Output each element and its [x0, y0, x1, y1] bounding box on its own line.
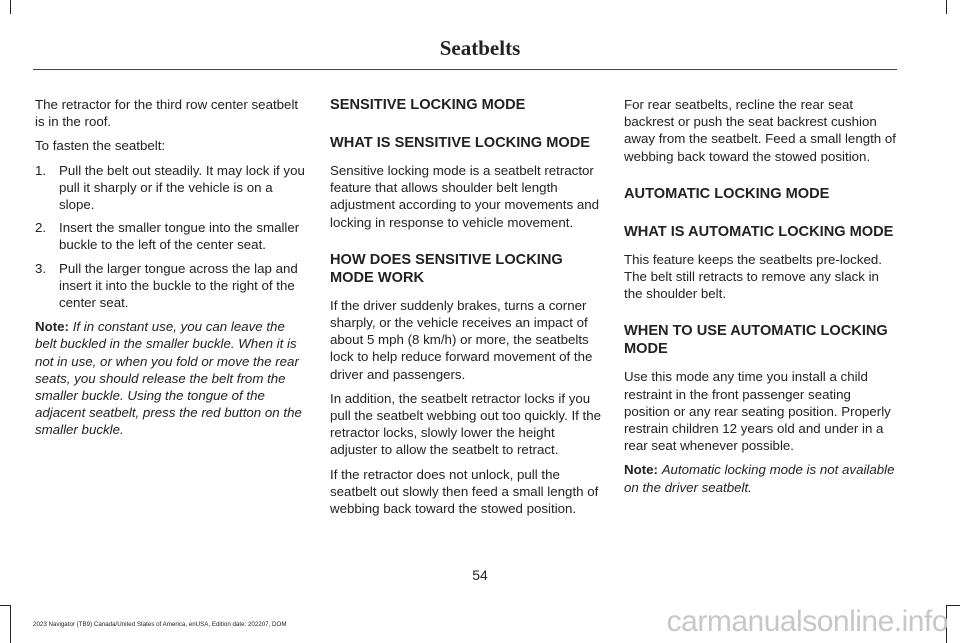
- section-heading: WHAT IS AUTOMATIC LOCKING MODE: [624, 223, 894, 240]
- paragraph: In addition, the seatbelt retractor locks if you pull the seatbelt webbing out too quickly. If the retractor locks, slowly lower the height adjuster to allow the seatbelt to retract.: [330, 390, 602, 458]
- crop-mark-top-right: [946, 0, 947, 14]
- paragraph: If the driver suddenly brakes, turns a corner sharply, or the vehicle receives an impact of about 5 mph (8 km/h) or more, the seatbelts lock to help reduce forward movement of the driver and passengers.: [330, 297, 593, 382]
- section-heading: HOW DOES SENSITIVE LOCKING MODE WORK: [330, 251, 563, 286]
- paragraph: If the retractor does not unlock, pull the seatbelt out slowly then feed a small length of webbing back toward the stowed position.: [330, 466, 599, 517]
- crop-mark-bottom-right-h: [946, 605, 960, 606]
- step-text: Insert the smaller tongue into the smaller buckle to the left of the center seat.: [59, 220, 300, 253]
- page-title: Seatbelts: [439, 36, 521, 60]
- paragraph: Sensitive locking mode is a seatbelt retractor feature that allows shoulder belt length adjustment according to your movements and locking in response to vehicle movement.: [330, 163, 600, 230]
- column-3: [624, 96, 896, 503]
- section-heading: SENSITIVE LOCKING MODE: [330, 97, 526, 113]
- note-text: If in constant use, you can leave the belt buckled in the smaller buckle. When it is not in use, or when you fold or move the rear seats, you should release the belt from the smaller buckle. Using the tongue of the adjacent seatbelt, press the red button on the smaller buckle.: [35, 319, 302, 438]
- crop-mark-bottom-left: [10, 606, 11, 643]
- page-number: 54: [472, 567, 488, 583]
- crop-mark-top-left: [10, 0, 11, 14]
- list-item: [35, 162, 307, 214]
- paragraph: For rear seatbelts, recline the rear seat backrest or push the seat backrest cushion away from the seatbelt. Feed a small length of webbing back toward the stowed position.: [624, 97, 896, 164]
- step-number: 1.: [35, 162, 47, 178]
- footer-edition-info: 2023 Navigator (TB9) Canada/United States of America, enUSA, Edition date: 202207, DOM: [33, 621, 287, 628]
- fasten-intro: To fasten the seatbelt:: [35, 138, 166, 154]
- note: [624, 461, 896, 495]
- step-number: 3.: [35, 260, 47, 276]
- fasten-steps-list: [35, 162, 307, 312]
- column-2: [330, 96, 602, 524]
- crop-mark-bottom-left-h: [0, 605, 11, 606]
- note-label: Note:: [35, 319, 69, 335]
- column-1: [35, 96, 307, 446]
- section-heading: WHAT IS SENSITIVE LOCKING MODE: [330, 135, 590, 151]
- list-item: [35, 219, 307, 253]
- watermark: carmanualsonline.info: [666, 605, 948, 638]
- step-text: Pull the larger tongue across the lap and insert it into the buckle to the right of the center seat.: [59, 260, 298, 311]
- section-heading: AUTOMATIC LOCKING MODE: [624, 185, 830, 202]
- step-text: Pull the belt out steadily. It may lock if you pull it sharply or if the vehicle is on a slope.: [59, 162, 305, 213]
- list-item: [35, 260, 307, 312]
- retractor-intro: The retractor for the third row center seatbelt is in the roof.: [35, 97, 299, 130]
- paragraph: Use this mode any time you install a child restraint in the front passenger seating position or any rear seating position. Properly restrain children 12 years old and under in a rear seat whenever possible.: [624, 369, 891, 454]
- note-label: Note:: [624, 462, 658, 478]
- note: [35, 318, 307, 438]
- step-number: 2.: [35, 220, 47, 236]
- section-heading: WHEN TO USE AUTOMATIC LOCKING MODE: [624, 323, 888, 358]
- paragraph: This feature keeps the seatbelts pre-locked. The belt still retracts to remove any slack in the shoulder belt.: [624, 251, 882, 302]
- header-divider: [33, 69, 897, 70]
- note-text: Automatic locking mode is not available on the driver seatbelt.: [624, 462, 895, 495]
